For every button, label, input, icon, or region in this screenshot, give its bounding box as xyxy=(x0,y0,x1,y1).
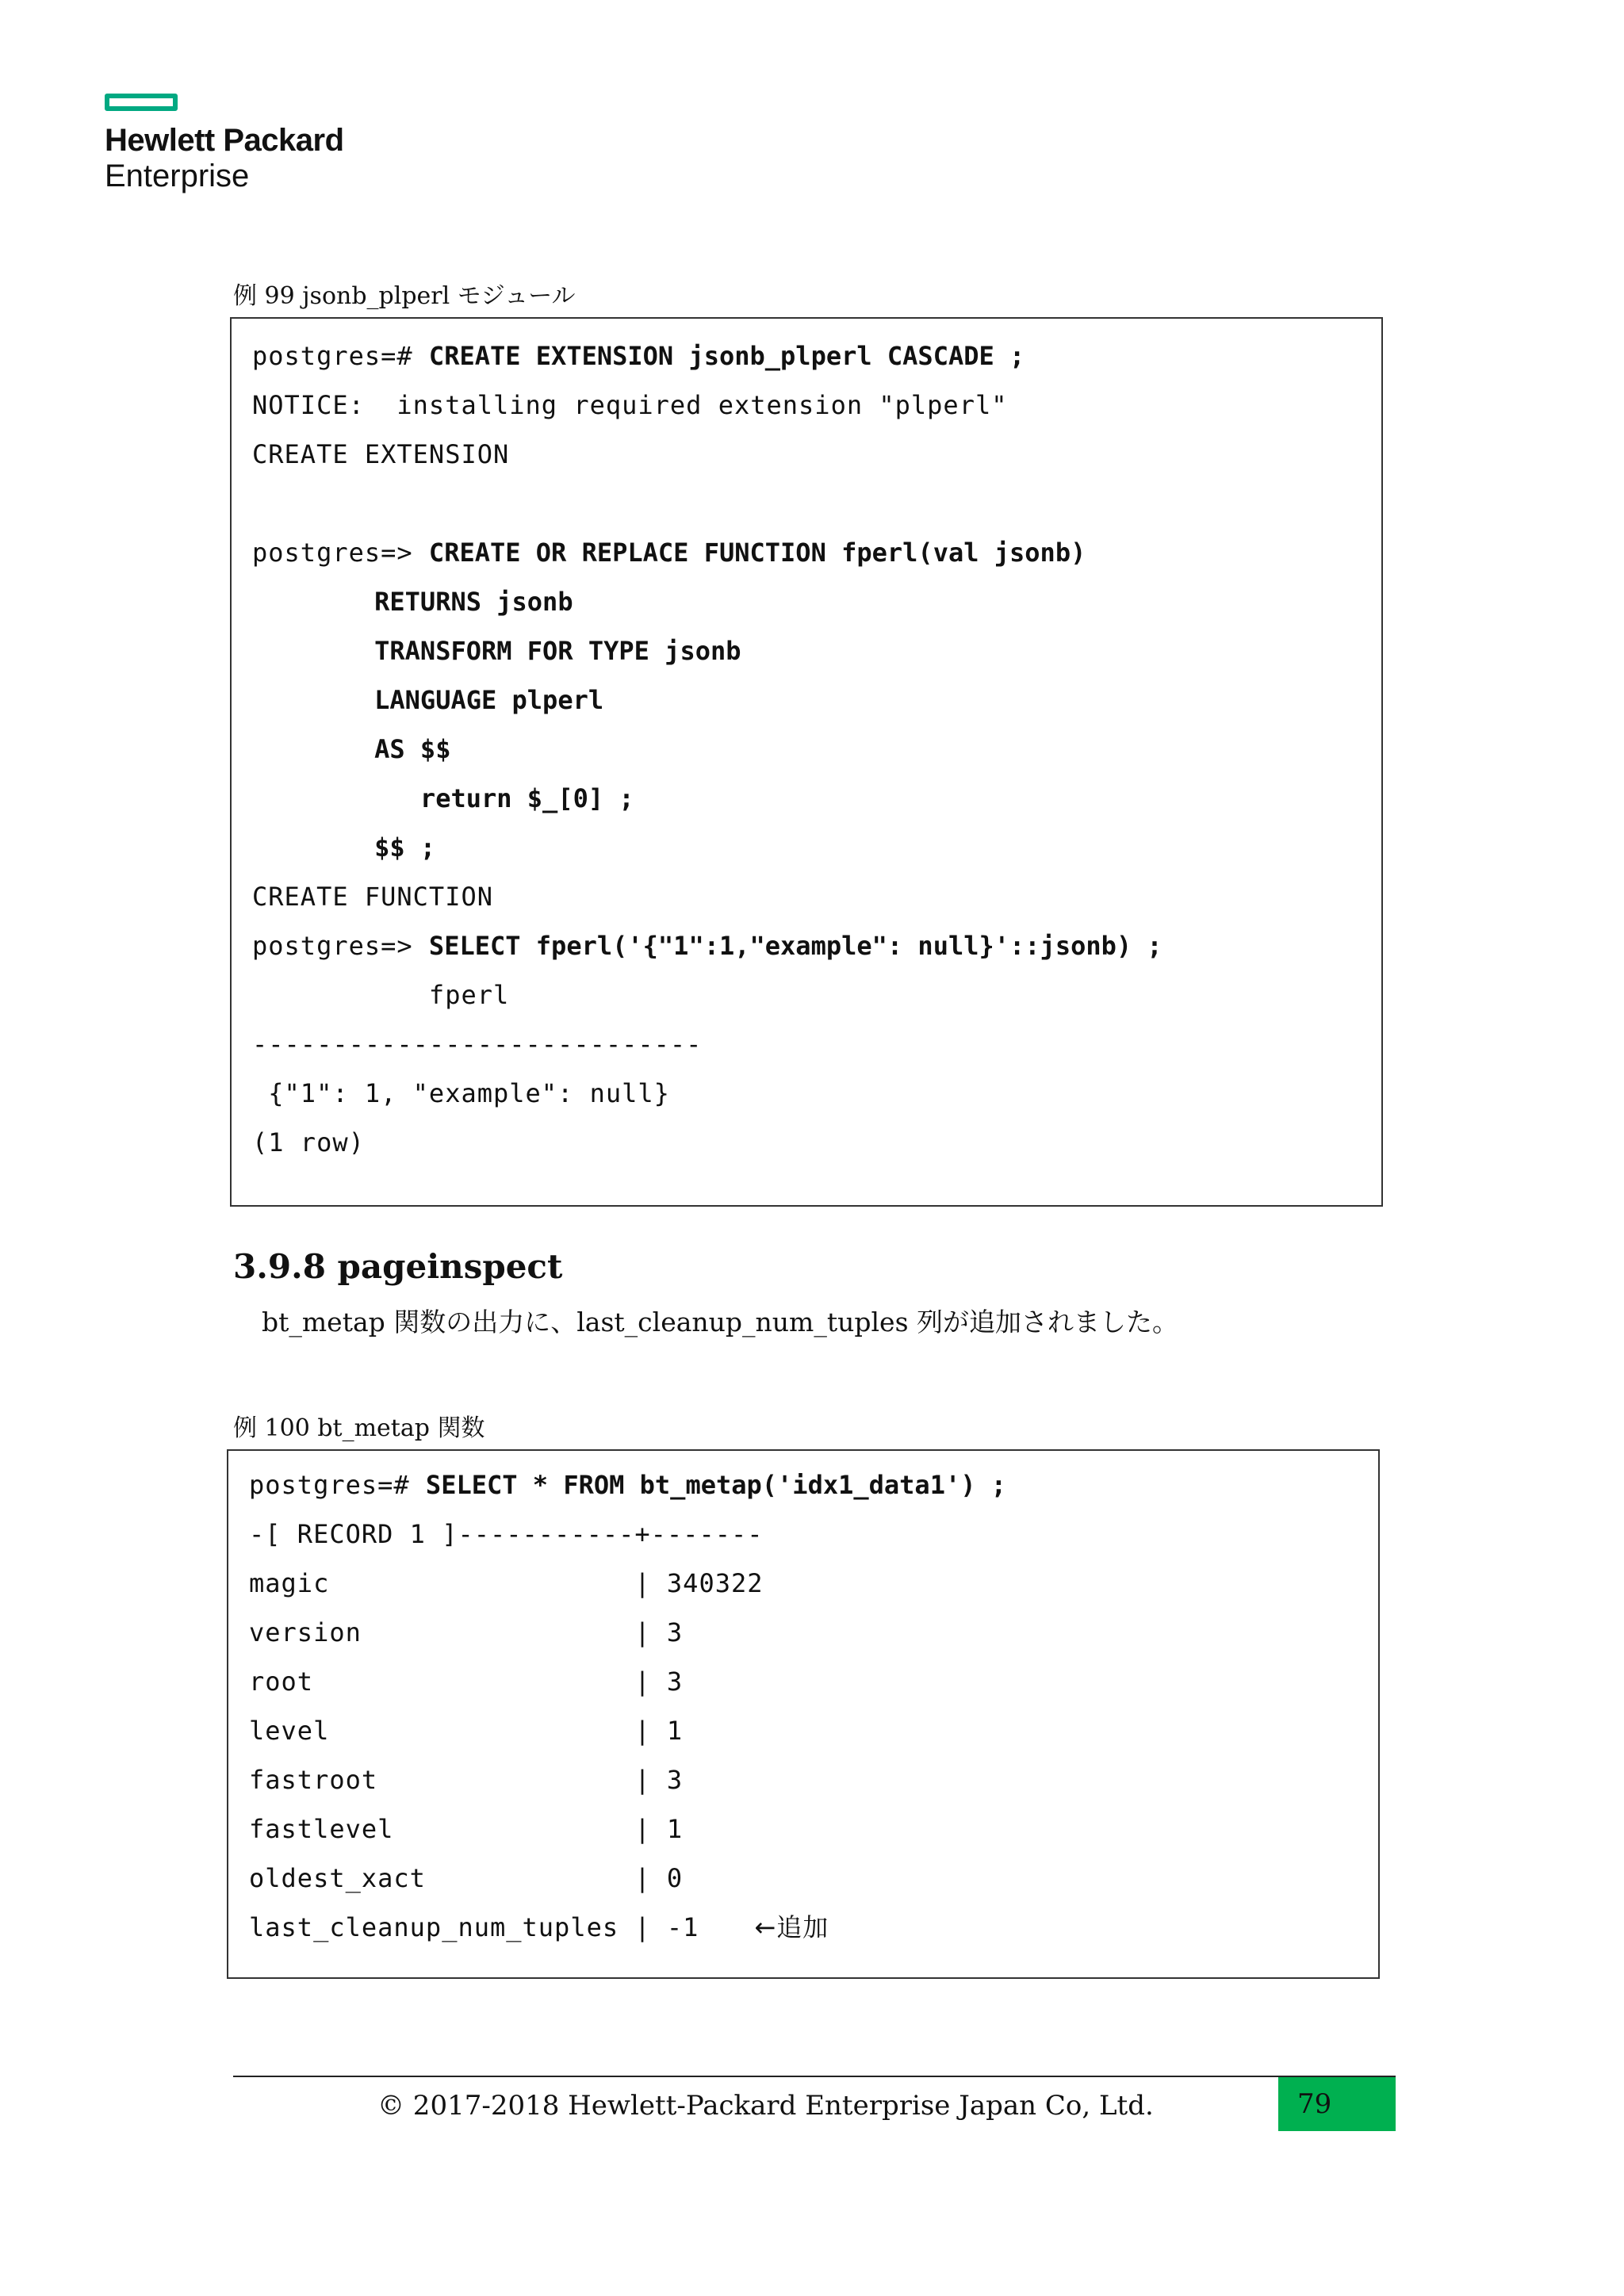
column-separator: | xyxy=(634,1716,667,1746)
prompt: postgres=> xyxy=(252,931,429,961)
indent xyxy=(252,685,374,715)
indent xyxy=(252,783,420,813)
hpe-logo-mark xyxy=(105,94,178,111)
code-line xyxy=(252,430,1381,479)
query-prompt: postgres=# xyxy=(249,1470,426,1500)
sql-code: CREATE OR REPLACE FUNCTION fperl(val jsonb) xyxy=(428,538,1086,568)
sql-code: return $_[0] ; xyxy=(419,783,634,813)
code-line xyxy=(252,823,1381,872)
metap-field-value: 3 xyxy=(666,1667,684,1697)
output-text: CREATE FUNCTION xyxy=(252,882,493,912)
section-body-text: bt_metap 関数の出力に、last_cleanup_num_tuples 列が追加されました。 xyxy=(262,1307,1178,1337)
indent xyxy=(252,832,374,863)
sql-code: CREATE EXTENSION jsonb_plperl CASCADE ; xyxy=(428,341,1025,371)
metap-field-value: 3 xyxy=(666,1617,684,1647)
footer-copyright: © 2017-2018 Hewlett-Packard Enterprise Japan Co, Ltd. xyxy=(377,2090,1154,2122)
metap-row xyxy=(249,1706,1378,1755)
metap-field-value: 340322 xyxy=(666,1568,764,1598)
metap-field-name: fastlevel xyxy=(249,1814,635,1844)
metap-field-value: 0 xyxy=(666,1863,684,1893)
code-line xyxy=(252,528,1381,577)
output-text: CREATE EXTENSION xyxy=(252,439,510,469)
metap-row xyxy=(249,1755,1378,1804)
prompt: postgres=> xyxy=(252,538,429,568)
column-separator: | xyxy=(634,1814,667,1844)
metap-field-name: level xyxy=(249,1716,635,1746)
code-line xyxy=(252,1118,1381,1167)
output-text: {"1": 1, "example": null} xyxy=(252,1078,670,1108)
example-100-code-block xyxy=(227,1449,1380,1979)
query-code: SELECT * FROM bt_metap('idx1_data1') ; xyxy=(425,1470,1007,1500)
column-separator: | xyxy=(634,1617,667,1647)
sql-code: SELECT fperl('{"1":1,"example": null}'::jsonb) ; xyxy=(428,931,1162,961)
sql-code: $$ ; xyxy=(374,832,436,863)
indent xyxy=(252,587,374,617)
code-line xyxy=(252,725,1381,774)
metap-field-value: 1 xyxy=(666,1716,684,1746)
sql-code: AS $$ xyxy=(374,734,451,764)
code-line xyxy=(252,921,1381,970)
code-line xyxy=(252,675,1381,725)
logo-text-line1: Hewlett Packard xyxy=(105,123,344,158)
metap-row xyxy=(249,1903,1378,1952)
section-heading: 3.9.8 pageinspect xyxy=(233,1247,563,1286)
indent xyxy=(252,636,374,666)
code-line xyxy=(252,872,1381,921)
metap-row xyxy=(249,1559,1378,1608)
column-separator: | xyxy=(634,1667,667,1697)
metap-rows xyxy=(249,1559,1378,1952)
code-line xyxy=(252,626,1381,675)
metap-field-value: 1 xyxy=(666,1814,684,1844)
code-line xyxy=(252,1020,1381,1069)
code-line xyxy=(252,381,1381,430)
code-line xyxy=(252,774,1381,823)
metap-row xyxy=(249,1854,1378,1903)
metap-row xyxy=(249,1608,1378,1657)
logo-text-line2: Enterprise xyxy=(105,159,250,193)
footer-rule xyxy=(233,2076,1396,2077)
page-number-badge: 79 xyxy=(1278,2077,1396,2131)
output-text: NOTICE: installing required extension "plperl" xyxy=(252,390,1008,420)
query-line xyxy=(249,1460,1378,1510)
prompt: postgres=# xyxy=(252,341,429,371)
metap-row xyxy=(249,1804,1378,1854)
output-text: ---------------------------- xyxy=(252,1029,703,1059)
hpe-logo xyxy=(105,94,344,193)
code-line xyxy=(252,970,1381,1020)
output-text: fperl xyxy=(252,980,510,1010)
sql-code: TRANSFORM FOR TYPE jsonb xyxy=(374,636,741,666)
code-line xyxy=(252,1069,1381,1118)
code-line xyxy=(252,479,1381,528)
metap-field-value: 3 xyxy=(666,1765,684,1795)
sql-code: RETURNS jsonb xyxy=(374,587,573,617)
example-99-caption: 例 99 jsonb_plperl モジュール xyxy=(233,282,576,310)
metap-field-name: oldest_xact xyxy=(249,1863,635,1893)
code-line xyxy=(252,577,1381,626)
added-annotation: ←追加 xyxy=(754,1912,829,1942)
code-line xyxy=(252,331,1381,381)
metap-field-name: magic xyxy=(249,1568,635,1598)
indent xyxy=(252,734,374,764)
column-separator: | xyxy=(634,1912,667,1942)
metap-row xyxy=(249,1657,1378,1706)
metap-field-name: root xyxy=(249,1667,635,1697)
example-99-code-block xyxy=(230,317,1383,1207)
metap-field-name: fastroot xyxy=(249,1765,635,1795)
sql-code: LANGUAGE plperl xyxy=(374,685,604,715)
column-separator: | xyxy=(634,1568,667,1598)
output-text: (1 row) xyxy=(252,1127,365,1158)
record-header: -[ RECORD 1 ]-----------+------- xyxy=(249,1519,764,1549)
metap-field-name: last_cleanup_num_tuples xyxy=(249,1912,635,1942)
example-100-caption: 例 100 bt_metap 関数 xyxy=(233,1414,485,1442)
metap-field-name: version xyxy=(249,1617,635,1647)
metap-field-value: -1 xyxy=(666,1912,699,1942)
column-separator: | xyxy=(634,1863,667,1893)
column-separator: | xyxy=(634,1765,667,1795)
